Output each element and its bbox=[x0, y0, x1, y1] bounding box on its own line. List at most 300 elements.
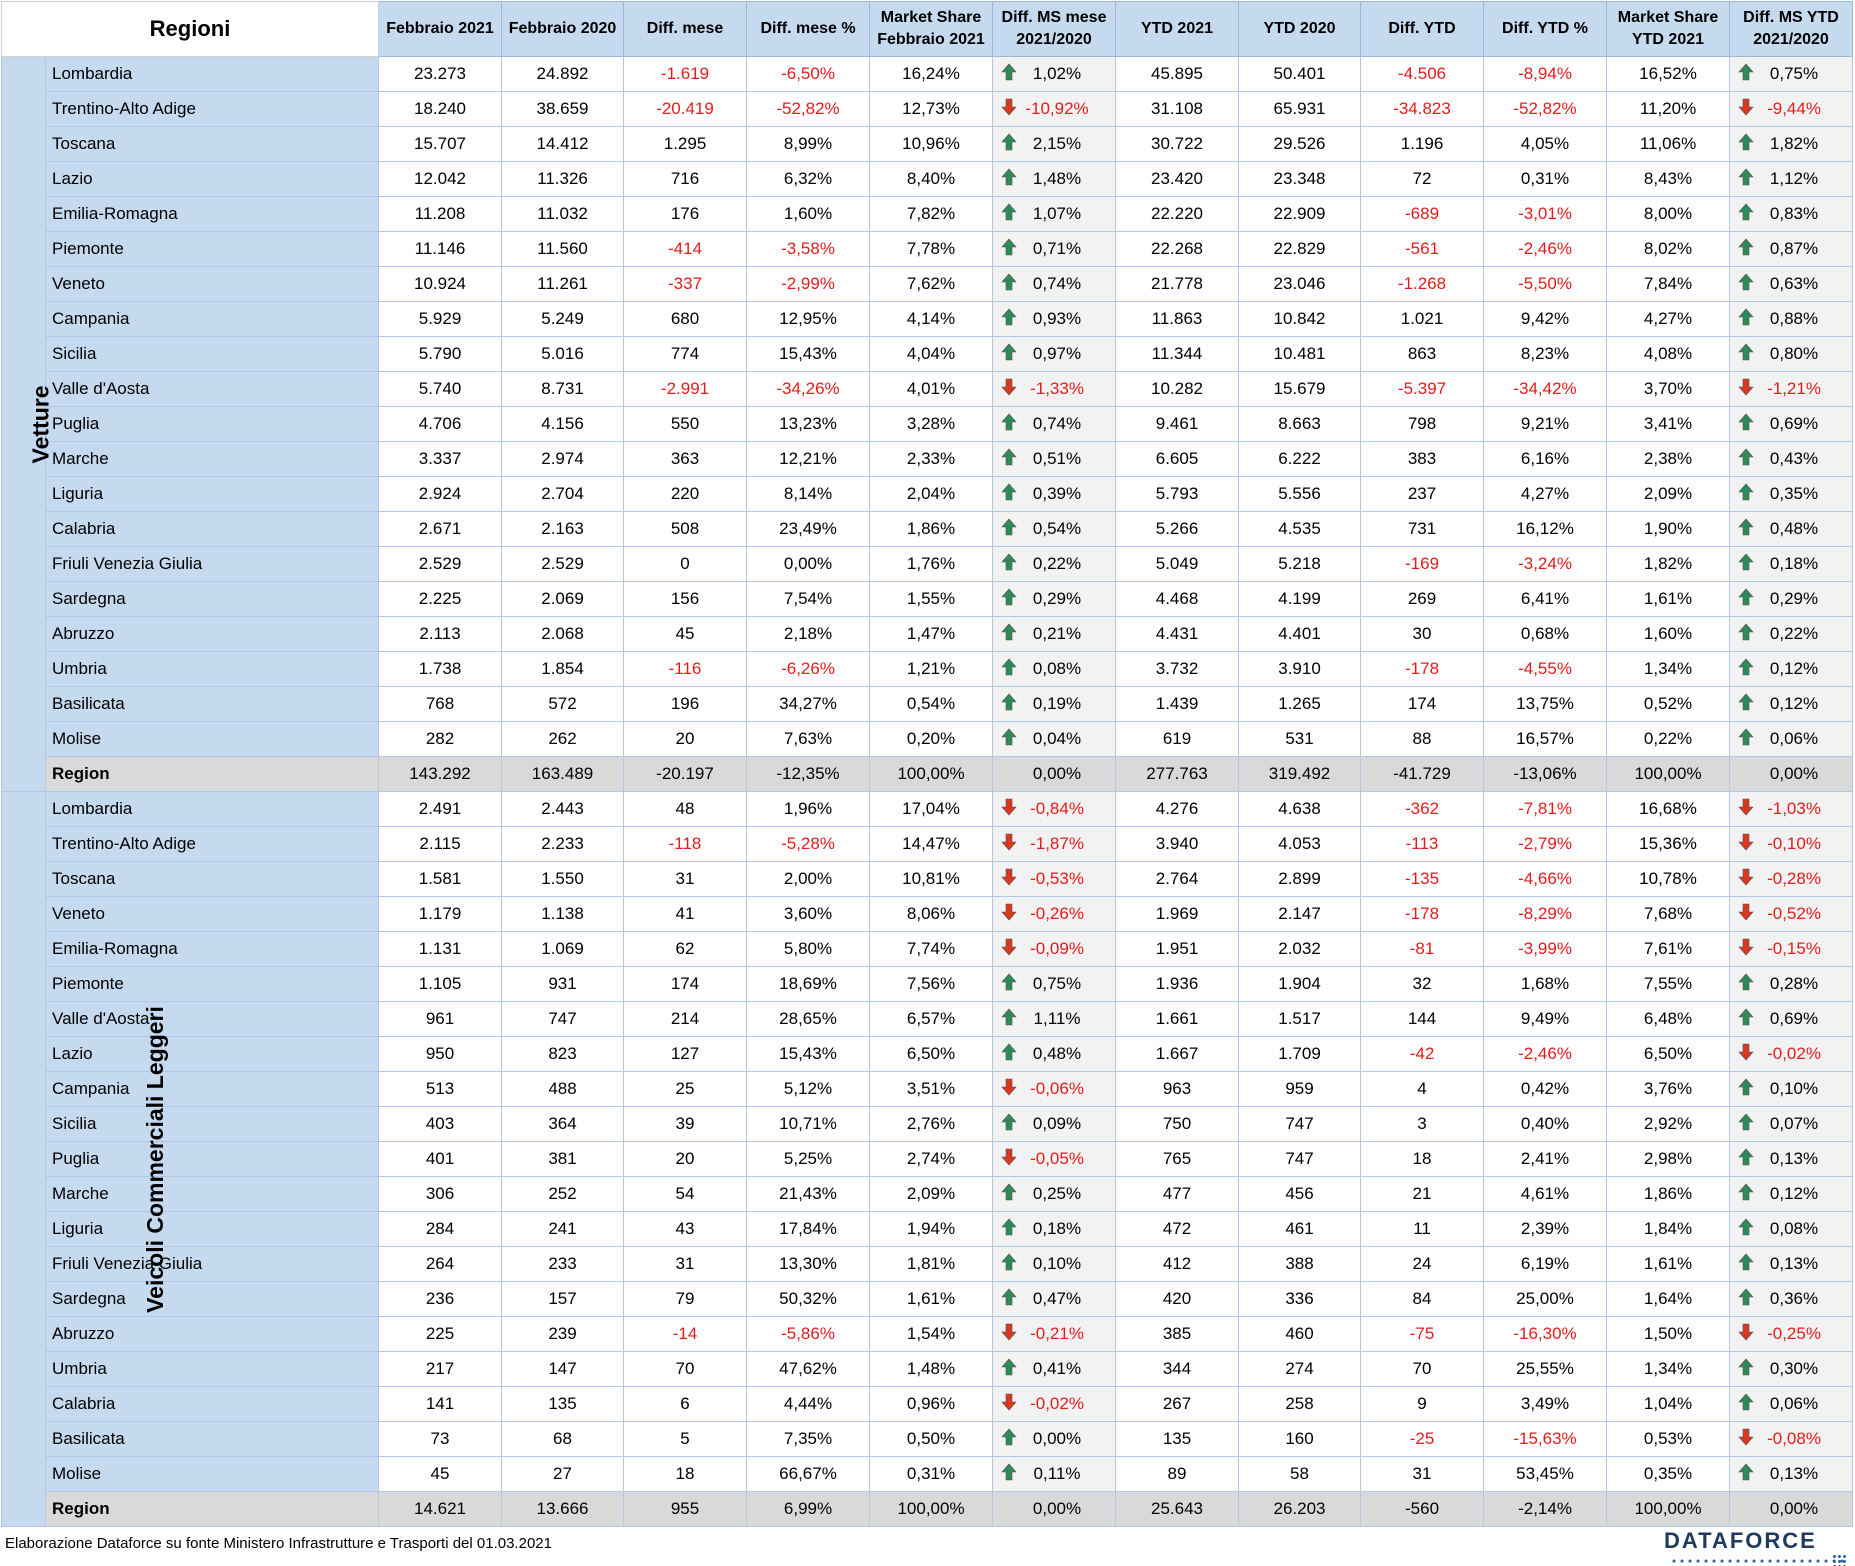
arrow-up-icon bbox=[1001, 588, 1021, 611]
cell-diff-ytd: 88 bbox=[1361, 722, 1484, 757]
logo-dots-decoration bbox=[1670, 1558, 1846, 1564]
cell-diff-ytd: 30 bbox=[1361, 617, 1484, 652]
header-diff-ms-ytd-line1: Diff. MS YTD bbox=[1743, 9, 1839, 26]
cell-diff-ms-mese bbox=[993, 197, 1116, 232]
cell-diff-mese: 508 bbox=[624, 512, 747, 547]
arrow-up-icon bbox=[1738, 203, 1758, 226]
cell-ms-ytd: 3,41% bbox=[1607, 407, 1730, 442]
cell-diff-ytd: 144 bbox=[1361, 1002, 1484, 1037]
cell-ms-ytd: 7,68% bbox=[1607, 897, 1730, 932]
cell-feb2020: 2.068 bbox=[502, 617, 624, 652]
cell-ytd2021: 385 bbox=[1116, 1317, 1239, 1352]
cell-diff-ms-ytd bbox=[1730, 1142, 1853, 1177]
table-row bbox=[2, 442, 1853, 477]
value: 0,07% bbox=[1769, 1114, 1819, 1133]
cell-diff-ytd-pct: 25,00% bbox=[1484, 1282, 1607, 1317]
header-diff-ms-ytd bbox=[1730, 2, 1853, 57]
cell-diff-ms-mese bbox=[993, 267, 1116, 302]
cell-ytd2021: 1.667 bbox=[1116, 1037, 1239, 1072]
cell-feb2021: 1.738 bbox=[379, 652, 502, 687]
cell-diff-ms-ytd bbox=[1730, 1037, 1853, 1072]
cell-ytd2021: 135 bbox=[1116, 1422, 1239, 1457]
cell-feb2020: 24.892 bbox=[502, 57, 624, 92]
cell-diff-ytd-pct: -8,94% bbox=[1484, 57, 1607, 92]
cell-diff-mese-pct: 15,43% bbox=[747, 1037, 870, 1072]
cell-ytd2020: 258 bbox=[1239, 1387, 1361, 1422]
region-name: Sicilia bbox=[46, 1107, 379, 1142]
table-row bbox=[2, 792, 1853, 827]
cell-diff-ms-mese bbox=[993, 1072, 1116, 1107]
cell-diff-mese: 39 bbox=[624, 1107, 747, 1142]
cell-diff-ms-ytd bbox=[1730, 1177, 1853, 1212]
cell-ytd2021: 477 bbox=[1116, 1177, 1239, 1212]
cell-ms-feb: 7,56% bbox=[870, 967, 993, 1002]
value: 0,88% bbox=[1769, 309, 1819, 328]
cell-diff-ms-mese bbox=[993, 57, 1116, 92]
cell-feb2021: 2.924 bbox=[379, 477, 502, 512]
value: 2,15% bbox=[1032, 134, 1082, 153]
cell-ytd2021: 267 bbox=[1116, 1387, 1239, 1422]
arrow-up-icon bbox=[1738, 1148, 1758, 1171]
cell-ms-feb: 1,86% bbox=[870, 512, 993, 547]
region-name: Lombardia bbox=[46, 57, 379, 92]
table-row bbox=[2, 1457, 1853, 1492]
region-name: Basilicata bbox=[46, 687, 379, 722]
cell-ms-feb: 2,09% bbox=[870, 1177, 993, 1212]
cell-diff-ms-ytd bbox=[1730, 372, 1853, 407]
cell-diff-ms-mese bbox=[993, 1037, 1116, 1072]
cell-ytd2020: 6.222 bbox=[1239, 442, 1361, 477]
cell-diff-ms-ytd bbox=[1730, 512, 1853, 547]
cell-ms-ytd: 0,35% bbox=[1607, 1457, 1730, 1492]
cell-ytd2020: 460 bbox=[1239, 1317, 1361, 1352]
cell-feb2020: 747 bbox=[502, 1002, 624, 1037]
cell-diff-ms-ytd bbox=[1730, 932, 1853, 967]
cell-ytd2021: 1.439 bbox=[1116, 687, 1239, 722]
header-ms-feb-line1: Market Share bbox=[880, 9, 982, 26]
cell-diff-ytd: -4.506 bbox=[1361, 57, 1484, 92]
cell-feb2021: 2.225 bbox=[379, 582, 502, 617]
cell-ms-feb: 7,82% bbox=[870, 197, 993, 232]
cell-diff-mese-pct: 2,18% bbox=[747, 617, 870, 652]
cell-diff-ytd: 1.196 bbox=[1361, 127, 1484, 162]
arrow-up-icon bbox=[1738, 1358, 1758, 1381]
cell-diff-mese: -2.991 bbox=[624, 372, 747, 407]
cell-ms-feb: 12,73% bbox=[870, 92, 993, 127]
cell-ms-feb: 0,54% bbox=[870, 687, 993, 722]
cell-ytd2020: 5.218 bbox=[1239, 547, 1361, 582]
cell-ms-feb: 8,06% bbox=[870, 897, 993, 932]
cell-ms-feb: 17,04% bbox=[870, 792, 993, 827]
value: -0,10% bbox=[1767, 834, 1821, 853]
arrow-up-icon bbox=[1001, 658, 1021, 681]
value: 0,00% bbox=[1032, 1429, 1082, 1448]
cell-feb2020: 1.854 bbox=[502, 652, 624, 687]
cell-diff-mese-pct: 7,54% bbox=[747, 582, 870, 617]
arrow-up-icon bbox=[1738, 308, 1758, 331]
arrow-up-icon bbox=[1001, 308, 1021, 331]
cell-diff-mese-pct: -5,28% bbox=[747, 827, 870, 862]
arrow-up-icon bbox=[1001, 553, 1021, 576]
region-name: Abruzzo bbox=[46, 1317, 379, 1352]
cell-feb2020: 38.659 bbox=[502, 92, 624, 127]
cell-diff-mese-pct: -52,82% bbox=[747, 92, 870, 127]
arrow-down-icon bbox=[1001, 868, 1021, 891]
segment-label-text: Vetture bbox=[27, 385, 54, 463]
value: 0,74% bbox=[1032, 274, 1082, 293]
cell-ms-feb: 0,20% bbox=[870, 722, 993, 757]
cell-ms-ytd: 0,22% bbox=[1607, 722, 1730, 757]
cell-feb2021: 73 bbox=[379, 1422, 502, 1457]
arrow-up-icon bbox=[1738, 63, 1758, 86]
cell-feb2021: 1.581 bbox=[379, 862, 502, 897]
arrow-up-icon bbox=[1001, 1183, 1021, 1206]
cell-diff-mese-pct: 28,65% bbox=[747, 1002, 870, 1037]
cell-diff-ms-mese bbox=[993, 617, 1116, 652]
cell-diff-mese: 5 bbox=[624, 1422, 747, 1457]
arrow-up-icon bbox=[1001, 973, 1021, 996]
cell-diff-ytd-pct: -4,55% bbox=[1484, 652, 1607, 687]
cell-ytd2020: 336 bbox=[1239, 1282, 1361, 1317]
cell-ms-feb: 4,01% bbox=[870, 372, 993, 407]
arrow-up-icon bbox=[1001, 448, 1021, 471]
cell-diff-ms-ytd bbox=[1730, 1387, 1853, 1422]
cell-diff-ytd-pct: -52,82% bbox=[1484, 92, 1607, 127]
region-name: Emilia-Romagna bbox=[46, 932, 379, 967]
cell-feb2020: 1.138 bbox=[502, 897, 624, 932]
value: 0,29% bbox=[1032, 589, 1082, 608]
header-ms-feb bbox=[870, 2, 993, 57]
cell-diff-mese: 43 bbox=[624, 1212, 747, 1247]
cell-diff-ms-mese bbox=[993, 1177, 1116, 1212]
region-name: Puglia bbox=[46, 1142, 379, 1177]
arrow-up-icon bbox=[1001, 1288, 1021, 1311]
cell-diff-ms-ytd bbox=[1730, 407, 1853, 442]
cell-ytd2021: 2.764 bbox=[1116, 862, 1239, 897]
cell-diff-mese-pct: -6,50% bbox=[747, 57, 870, 92]
cell-diff-ytd: 72 bbox=[1361, 162, 1484, 197]
cell-diff-ytd: -178 bbox=[1361, 652, 1484, 687]
cell-ms-feb: 0,96% bbox=[870, 1387, 993, 1422]
value: 0,51% bbox=[1032, 449, 1082, 468]
value: 0,12% bbox=[1769, 659, 1819, 678]
value: -0,52% bbox=[1767, 904, 1821, 923]
cell-diff-ytd: -41.729 bbox=[1361, 757, 1484, 792]
cell-diff-ytd: -81 bbox=[1361, 932, 1484, 967]
cell-feb2020: 157 bbox=[502, 1282, 624, 1317]
cell-diff-mese: 25 bbox=[624, 1072, 747, 1107]
cell-diff-ytd-pct: 6,19% bbox=[1484, 1247, 1607, 1282]
value: 0,93% bbox=[1032, 309, 1082, 328]
cell-feb2021: 2.671 bbox=[379, 512, 502, 547]
cell-feb2021: 143.292 bbox=[379, 757, 502, 792]
cell-ms-ytd: 2,98% bbox=[1607, 1142, 1730, 1177]
cell-ytd2021: 1.951 bbox=[1116, 932, 1239, 967]
cell-diff-ytd: 9 bbox=[1361, 1387, 1484, 1422]
cell-diff-ms-ytd bbox=[1730, 827, 1853, 862]
region-name: Marche bbox=[46, 1177, 379, 1212]
cell-diff-ms-ytd bbox=[1730, 1282, 1853, 1317]
cell-diff-ms-mese bbox=[993, 897, 1116, 932]
cell-diff-ytd-pct: 6,41% bbox=[1484, 582, 1607, 617]
region-name: Molise bbox=[46, 722, 379, 757]
region-name: Umbria bbox=[46, 1352, 379, 1387]
cell-ms-feb: 2,33% bbox=[870, 442, 993, 477]
cell-feb2020: 11.560 bbox=[502, 232, 624, 267]
cell-ms-feb: 1,21% bbox=[870, 652, 993, 687]
cell-diff-mese: 70 bbox=[624, 1352, 747, 1387]
cell-feb2021: 1.105 bbox=[379, 967, 502, 1002]
cell-ytd2020: 959 bbox=[1239, 1072, 1361, 1107]
segment-label-text: Veicoli Commerciali Leggeri bbox=[141, 1005, 168, 1313]
cell-diff-mese: 220 bbox=[624, 477, 747, 512]
value: -0,28% bbox=[1767, 869, 1821, 888]
cell-ytd2020: 22.829 bbox=[1239, 232, 1361, 267]
cell-ms-ytd: 1,61% bbox=[1607, 582, 1730, 617]
cell-diff-ytd-pct: 0,68% bbox=[1484, 617, 1607, 652]
cell-ms-ytd: 16,52% bbox=[1607, 57, 1730, 92]
cell-ytd2020: 4.053 bbox=[1239, 827, 1361, 862]
arrow-up-icon bbox=[1738, 553, 1758, 576]
cell-diff-ytd: 731 bbox=[1361, 512, 1484, 547]
cell-ytd2021: 3.732 bbox=[1116, 652, 1239, 687]
arrow-up-icon bbox=[1738, 1113, 1758, 1136]
cell-diff-ms-ytd bbox=[1730, 897, 1853, 932]
cell-ytd2021: 420 bbox=[1116, 1282, 1239, 1317]
cell-diff-mese-pct: 34,27% bbox=[747, 687, 870, 722]
value: 0,69% bbox=[1769, 414, 1819, 433]
cell-diff-mese: -20.197 bbox=[624, 757, 747, 792]
cell-ytd2020: 388 bbox=[1239, 1247, 1361, 1282]
cell-ms-ytd: 10,78% bbox=[1607, 862, 1730, 897]
value: 0,71% bbox=[1032, 239, 1082, 258]
cell-feb2020: 2.069 bbox=[502, 582, 624, 617]
cell-diff-mese: 41 bbox=[624, 897, 747, 932]
cell-ytd2020: 4.199 bbox=[1239, 582, 1361, 617]
header-feb2020: Febbraio 2020 bbox=[502, 2, 624, 57]
region-name: Toscana bbox=[46, 127, 379, 162]
cell-diff-ms-mese bbox=[993, 302, 1116, 337]
arrow-up-icon bbox=[1001, 1463, 1021, 1486]
cell-diff-ytd: -169 bbox=[1361, 547, 1484, 582]
arrow-up-icon bbox=[1001, 483, 1021, 506]
cell-diff-ytd: 84 bbox=[1361, 1282, 1484, 1317]
cell-feb2021: 768 bbox=[379, 687, 502, 722]
cell-ms-ytd: 100,00% bbox=[1607, 1492, 1730, 1527]
cell-diff-ytd: -135 bbox=[1361, 862, 1484, 897]
header-diff-mese: Diff. mese bbox=[624, 2, 747, 57]
cell-ytd2020: 1.709 bbox=[1239, 1037, 1361, 1072]
arrow-down-icon bbox=[1001, 938, 1021, 961]
cell-feb2020: 2.529 bbox=[502, 547, 624, 582]
region-name: Abruzzo bbox=[46, 617, 379, 652]
value: -0,26% bbox=[1030, 904, 1084, 923]
cell-feb2020: 11.326 bbox=[502, 162, 624, 197]
cell-ms-feb: 10,96% bbox=[870, 127, 993, 162]
cell-feb2021: 225 bbox=[379, 1317, 502, 1352]
value: -0,02% bbox=[1767, 1044, 1821, 1063]
cell-feb2020: 572 bbox=[502, 687, 624, 722]
cell-ms-feb: 16,24% bbox=[870, 57, 993, 92]
cell-diff-mese-pct: 10,71% bbox=[747, 1107, 870, 1142]
value: 0,74% bbox=[1032, 414, 1082, 433]
cell-diff-ms-ytd bbox=[1730, 442, 1853, 477]
arrow-up-icon bbox=[1001, 413, 1021, 436]
cell-diff-mese-pct: 7,63% bbox=[747, 722, 870, 757]
arrow-down-icon bbox=[1738, 378, 1758, 401]
cell-feb2021: 513 bbox=[379, 1072, 502, 1107]
cell-diff-ms-mese bbox=[993, 652, 1116, 687]
header-diff-mese-pct: Diff. mese % bbox=[747, 2, 870, 57]
cell-diff-mese-pct: 8,99% bbox=[747, 127, 870, 162]
cell-diff-ytd: 11 bbox=[1361, 1212, 1484, 1247]
cell-diff-ms-ytd bbox=[1730, 477, 1853, 512]
cell-ytd2020: 461 bbox=[1239, 1212, 1361, 1247]
cell-diff-ytd: -560 bbox=[1361, 1492, 1484, 1527]
dataforce-logo bbox=[1664, 1528, 1846, 1560]
cell-diff-ytd-pct: 4,61% bbox=[1484, 1177, 1607, 1212]
cell-diff-mese-pct: 2,00% bbox=[747, 862, 870, 897]
cell-diff-ytd-pct: 9,49% bbox=[1484, 1002, 1607, 1037]
value: 0,06% bbox=[1769, 729, 1819, 748]
cell-diff-ytd-pct: -15,63% bbox=[1484, 1422, 1607, 1457]
cell-diff-mese-pct: 6,32% bbox=[747, 162, 870, 197]
arrow-up-icon bbox=[1001, 518, 1021, 541]
arrow-up-icon bbox=[1001, 63, 1021, 86]
table-row bbox=[2, 1352, 1853, 1387]
cell-ytd2020: 65.931 bbox=[1239, 92, 1361, 127]
table-row bbox=[2, 1422, 1853, 1457]
value: 0,00% bbox=[1769, 764, 1819, 784]
cell-feb2020: 2.974 bbox=[502, 442, 624, 477]
cell-feb2020: 233 bbox=[502, 1247, 624, 1282]
arrow-up-icon bbox=[1001, 343, 1021, 366]
cell-diff-mese: 45 bbox=[624, 617, 747, 652]
value: -1,33% bbox=[1030, 379, 1084, 398]
value: 0,04% bbox=[1032, 729, 1082, 748]
arrow-up-icon bbox=[1738, 448, 1758, 471]
cell-feb2021: 282 bbox=[379, 722, 502, 757]
header-ms-ytd bbox=[1607, 2, 1730, 57]
cell-diff-mese-pct: 15,43% bbox=[747, 337, 870, 372]
table-row bbox=[2, 1247, 1853, 1282]
cell-ytd2021: 765 bbox=[1116, 1142, 1239, 1177]
cell-ytd2020: 456 bbox=[1239, 1177, 1361, 1212]
cell-diff-mese-pct: 12,21% bbox=[747, 442, 870, 477]
segment-label-vetture bbox=[2, 57, 54, 792]
cell-diff-mese: 0 bbox=[624, 547, 747, 582]
cell-feb2020: 14.412 bbox=[502, 127, 624, 162]
cell-diff-ytd-pct: -4,66% bbox=[1484, 862, 1607, 897]
table-row bbox=[2, 722, 1853, 757]
region-name: Emilia-Romagna bbox=[46, 197, 379, 232]
table-row bbox=[2, 372, 1853, 407]
table-row bbox=[2, 162, 1853, 197]
cell-diff-ms-ytd bbox=[1730, 337, 1853, 372]
cell-diff-ytd-pct: -16,30% bbox=[1484, 1317, 1607, 1352]
value: -1,03% bbox=[1767, 799, 1821, 818]
cell-diff-ms-ytd bbox=[1730, 197, 1853, 232]
cell-diff-mese: 79 bbox=[624, 1282, 747, 1317]
arrow-down-icon bbox=[1001, 1393, 1021, 1416]
header-ms-feb-line2: Febbraio 2021 bbox=[877, 31, 985, 48]
cell-diff-ms-ytd bbox=[1730, 92, 1853, 127]
cell-diff-ytd-pct: -5,50% bbox=[1484, 267, 1607, 302]
cell-diff-ytd: -5.397 bbox=[1361, 372, 1484, 407]
cell-ms-feb: 1,55% bbox=[870, 582, 993, 617]
region-name: Sardegna bbox=[46, 582, 379, 617]
cell-ytd2021: 750 bbox=[1116, 1107, 1239, 1142]
cell-feb2021: 12.042 bbox=[379, 162, 502, 197]
cell-diff-ytd-pct: -34,42% bbox=[1484, 372, 1607, 407]
cell-ytd2021: 4.276 bbox=[1116, 792, 1239, 827]
source-note: Elaborazione Dataforce su fonte Ministero Infrastrutture e Trasporti del 01.03.2021 bbox=[5, 1535, 552, 1552]
total-row bbox=[2, 757, 1853, 792]
cell-ytd2020: 1.517 bbox=[1239, 1002, 1361, 1037]
cell-diff-ytd-pct: 2,39% bbox=[1484, 1212, 1607, 1247]
arrow-up-icon bbox=[1738, 1463, 1758, 1486]
value: 0,30% bbox=[1769, 1359, 1819, 1378]
arrow-down-icon bbox=[1738, 1428, 1758, 1451]
value: -9,44% bbox=[1767, 99, 1821, 118]
table-row bbox=[2, 582, 1853, 617]
cell-diff-mese: 18 bbox=[624, 1457, 747, 1492]
cell-diff-mese: 196 bbox=[624, 687, 747, 722]
table-row bbox=[2, 512, 1853, 547]
cell-diff-ms-mese bbox=[993, 477, 1116, 512]
cell-feb2021: 236 bbox=[379, 1282, 502, 1317]
cell-diff-mese-pct: 3,60% bbox=[747, 897, 870, 932]
cell-ytd2021: 619 bbox=[1116, 722, 1239, 757]
cell-ms-feb: 14,47% bbox=[870, 827, 993, 862]
cell-feb2021: 284 bbox=[379, 1212, 502, 1247]
cell-diff-ms-ytd bbox=[1730, 967, 1853, 1002]
cell-diff-ytd-pct: 3,49% bbox=[1484, 1387, 1607, 1422]
cell-ytd2020: 747 bbox=[1239, 1142, 1361, 1177]
cell-diff-mese: 550 bbox=[624, 407, 747, 442]
header-diff-ytd-pct: Diff. YTD % bbox=[1484, 2, 1607, 57]
arrow-down-icon bbox=[1738, 868, 1758, 891]
arrow-up-icon bbox=[1738, 1008, 1758, 1031]
cell-diff-mese: 20 bbox=[624, 1142, 747, 1177]
cell-diff-ms-ytd bbox=[1730, 267, 1853, 302]
arrow-up-icon bbox=[1001, 1113, 1021, 1136]
arrow-up-icon bbox=[1001, 273, 1021, 296]
cell-ms-feb: 0,31% bbox=[870, 1457, 993, 1492]
cell-diff-ms-mese bbox=[993, 792, 1116, 827]
cell-ytd2021: 9.461 bbox=[1116, 407, 1239, 442]
cell-ytd2021: 89 bbox=[1116, 1457, 1239, 1492]
header-ytd2020: YTD 2020 bbox=[1239, 2, 1361, 57]
cell-diff-ms-mese bbox=[993, 1212, 1116, 1247]
cell-ytd2021: 963 bbox=[1116, 1072, 1239, 1107]
cell-diff-ms-ytd bbox=[1730, 652, 1853, 687]
value: 0,22% bbox=[1032, 554, 1082, 573]
cell-ms-ytd: 1,04% bbox=[1607, 1387, 1730, 1422]
header-diff-ms-mese bbox=[993, 2, 1116, 57]
value: 0,75% bbox=[1769, 64, 1819, 83]
cell-ms-feb: 2,74% bbox=[870, 1142, 993, 1177]
cell-feb2020: 488 bbox=[502, 1072, 624, 1107]
region-name: Valle d'Aosta bbox=[46, 372, 379, 407]
value: -0,21% bbox=[1030, 1324, 1084, 1343]
cell-feb2021: 1.131 bbox=[379, 932, 502, 967]
cell-diff-ms-mese bbox=[993, 1002, 1116, 1037]
cell-ms-ytd: 1,84% bbox=[1607, 1212, 1730, 1247]
region-name: Liguria bbox=[46, 1212, 379, 1247]
cell-feb2021: 4.706 bbox=[379, 407, 502, 442]
cell-ms-ytd: 1,90% bbox=[1607, 512, 1730, 547]
